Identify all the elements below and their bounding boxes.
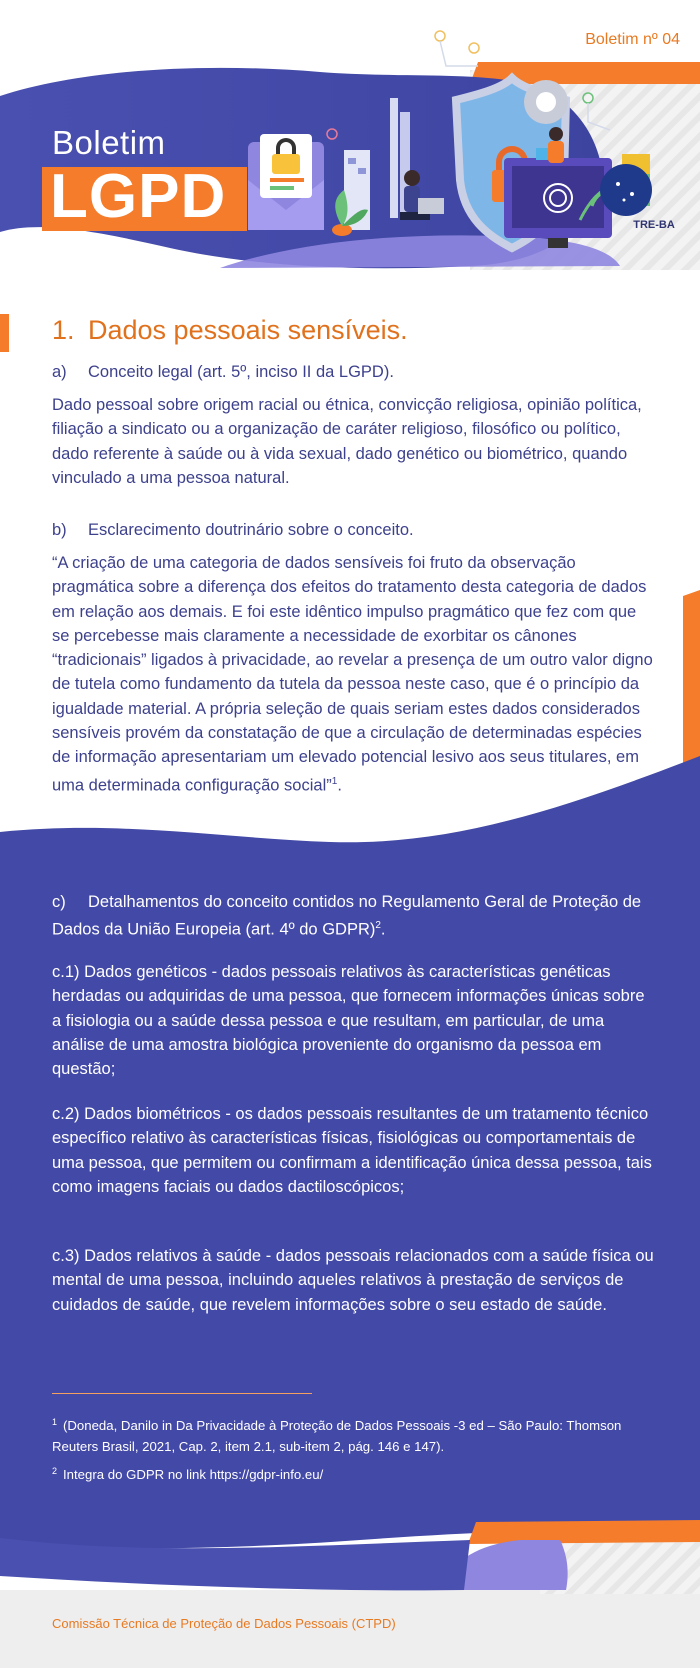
footnote-1-number: 1 [52, 1417, 58, 1427]
footnote-2 [52, 1461, 662, 1486]
gear-icon [524, 80, 568, 124]
org-badge: TRE-BA [633, 219, 675, 231]
item-b-heading-text: Esclarecimento doutrinário sobre o conceito. [88, 521, 414, 539]
left-orange-tab [0, 314, 9, 352]
issue-number: Boletim nº 04 [585, 31, 680, 48]
item-c-heading [52, 890, 658, 942]
footer-orange-bar [468, 1520, 700, 1544]
subitem-c3: c.3) Dados relativos à saúde - dados pessoais relacionados com a saúde física ou mental de uma pessoa, incluindo aqueles relativos à prestação de serviços de cuidados de saúde, que revelem informações sobre o seu estado de saúde. [52, 1247, 654, 1314]
footer-text: Comissão Técnica de Proteção de Dados Pessoais (CTPD) [52, 1616, 396, 1631]
data-protection-illustration [240, 30, 700, 270]
item-c-heading-text: Detalhamentos do conceito contidos no Regulamento Geral de Proteção de Dados da União Europeia (art. 4º do GDPR) [52, 893, 642, 939]
footnote-2-text: Integra do GDPR no link https://gdpr-info.eu/ [63, 1467, 324, 1482]
footnote-2-number: 2 [52, 1466, 58, 1476]
item-b-quote: “A criação de uma categoria de dados sensíveis foi fruto da observação pragmática sobre a diferença dos efeitos do tratamento desta categoria de dados em relação aos demais. E foi este idêntico impulso pragmático que fez com que se percebesse mais claramente a necessidade de exorbitar os cânones “tradicionais” ligados à privacidade, ao revelar a presença de um outro valor digno de tutela como fundamento da tutela da pessoa neste caso, que é o princípio da igualdade material. A própria seleção de quais seriam estes dados considerados sensíveis provém da constatação de que a circulação de determinadas espécies de informação apresentariam um elevado potencial lesivo aos seus titulares, em uma determinada configuração social” [52, 554, 653, 795]
person-with-laptop [400, 170, 444, 220]
item-c-label: c) [52, 893, 66, 911]
envelope-lock-icon [248, 134, 324, 230]
item-b-period: . [337, 776, 342, 795]
item-c-period: . [380, 920, 386, 939]
item-a-label: a) [52, 363, 67, 381]
subitem-c2: c.2) Dados biométricos - os dados pessoais resultantes de um tratamento técnico específico relativo às características físicas, fisiológicas ou comportamentais de uma pessoa, que permitem ou confirmam a identificação única dessa pessoa, tais como imagens faciais ou dados dactiloscópicos; [52, 1105, 652, 1196]
subitem-c1: c.1) Dados genéticos - dados pessoais relativos às características genéticas herdadas ou adquiridas de uma pessoa, que fornecem informações únicas sobre a fisiologia ou a saúde dessa pessoa e que resultam, em particular, de uma análise de uma amostra biológica proveniente do organismo da pessoa em questão; [52, 963, 645, 1079]
section-number: 1. [52, 315, 75, 345]
item-a-heading-text: Conceito legal (art. 5º, inciso II da LGPD). [88, 363, 394, 381]
item-a-heading [52, 360, 658, 384]
footnote-ref-1: 1 [331, 775, 338, 787]
brand-word: Boletim [52, 124, 166, 161]
footnote-ref-2: 2 [375, 920, 381, 932]
item-b-body [52, 551, 658, 797]
footnote-1-text: (Doneda, Danilo in Da Privacidade à Proteção de Dados Pessoais -3 ed – São Paulo: Thomson Reuters Brasil, 2021, Cap. 2, item 2.1, sub-item 2, pág. 146 e 147). [52, 1418, 622, 1454]
section-title [52, 315, 408, 346]
fingerprint-monitor [504, 158, 612, 248]
city-buildings [344, 98, 410, 230]
footnote-divider [52, 1393, 312, 1394]
right-orange-tab [683, 590, 700, 770]
section-title-text: Dados pessoais sensíveis. [88, 315, 408, 345]
footnote-1 [52, 1412, 662, 1457]
item-b-label: b) [52, 521, 67, 539]
item-a-body: Dado pessoal sobre origem racial ou étnica, convicção religiosa, opinião política, filiação a sindicato ou a organização de caráter religioso, filosófico ou político, dado referente à saúde ou à vida sexual, dado genético ou biométrico, quando vinculado a uma pessoa natural. [52, 396, 642, 487]
brand-lgpd: LGPD [50, 162, 227, 231]
item-b-heading [52, 518, 658, 542]
